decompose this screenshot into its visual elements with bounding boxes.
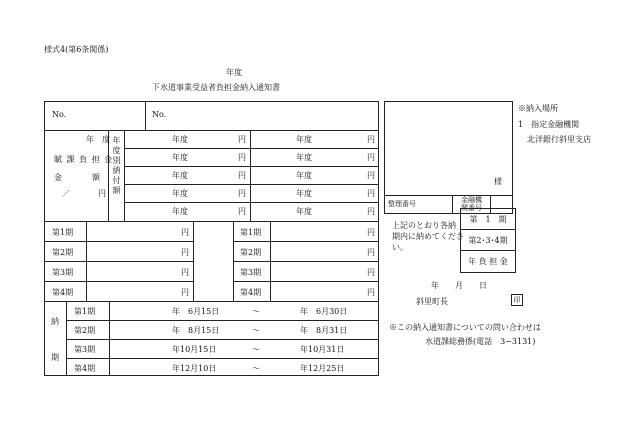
- period-label-left: 第3期: [52, 268, 74, 277]
- annual-yen-right: 円: [367, 189, 375, 198]
- annual-year-right: 年度: [296, 153, 312, 162]
- period-yen-left: 円: [181, 248, 189, 257]
- annual-yen-left: 円: [238, 153, 246, 162]
- period-yen-right: 円: [367, 288, 375, 297]
- period-label-right: 第4期: [240, 288, 262, 297]
- period-label-left: 第4期: [52, 288, 74, 297]
- period-yen-right: 円: [367, 228, 375, 237]
- payment-place-1: 1 指定金融機関: [518, 120, 580, 129]
- schedule-tilde: 〜: [252, 326, 260, 335]
- payment-place-2: 北洋銀行斜里支店: [527, 135, 591, 144]
- schedule-start: 年12月10日: [172, 364, 217, 373]
- form-label: 様式4(第6条関係): [44, 45, 109, 54]
- schedule-start: 年 8月15日: [172, 326, 220, 335]
- schedule-label: 第3期: [74, 345, 96, 354]
- schedule-tilde: 〜: [252, 364, 260, 373]
- annual-yen-left: 円: [238, 135, 246, 144]
- kibetsu-2: 第2･3･4期: [468, 236, 508, 245]
- no-label-left: No.: [52, 110, 67, 119]
- seiri-label: 整理番号: [388, 200, 416, 208]
- schedule-tilde: 〜: [252, 345, 260, 354]
- annual-year-right: 年度: [296, 135, 312, 144]
- year-header: 年度: [226, 68, 242, 77]
- annual-yen-left: 円: [238, 171, 246, 180]
- assessed-yen: 円: [98, 189, 106, 198]
- annual-year-left: 年度: [172, 189, 188, 198]
- notice-text: 上記のとおり各納 期内に納めてくださ い。: [392, 221, 464, 252]
- nou-label: 納: [51, 317, 59, 326]
- kinyu-label: 金融機 関番号: [461, 196, 482, 212]
- annual-yen-right: 円: [367, 207, 375, 216]
- kibetsu-1: 第 1 期: [469, 215, 507, 224]
- schedule-end: 年 6月30日: [300, 307, 348, 316]
- schedule-start: 年 6月15日: [172, 307, 220, 316]
- period-yen-left: 円: [181, 288, 189, 297]
- annual-year-left: 年度: [172, 207, 188, 216]
- annual-year-left: 年度: [172, 171, 188, 180]
- period-label-right: 第1期: [240, 228, 262, 237]
- inquiry-2: 水道課総務係(電話 3−3131): [425, 337, 536, 346]
- inquiry-1: ※この納入通知書についての問い合わせは: [389, 323, 541, 332]
- issuer: 斜里町長: [416, 297, 448, 306]
- period-yen-right: 円: [367, 268, 375, 277]
- doc-title: 下水道事業受益者負担金納入通知書: [152, 83, 280, 92]
- sama-label: 様: [494, 177, 502, 186]
- period-label-left: 第1期: [52, 228, 74, 237]
- schedule-end: 年10月31日: [300, 345, 345, 354]
- kibetsu-3: 年 負 担 金: [468, 257, 508, 266]
- schedule-end: 年12月25日: [300, 364, 345, 373]
- period-yen-left: 円: [181, 228, 189, 237]
- annual-yen-right: 円: [367, 153, 375, 162]
- assessed-kin: 金: [54, 173, 62, 182]
- annual-label: 年度別納付額: [112, 136, 121, 196]
- schedule-label: 第1期: [74, 307, 96, 316]
- annual-year-left: 年度: [172, 153, 188, 162]
- date-line: 年 月 日: [431, 281, 487, 290]
- annual-year-right: 年度: [296, 171, 312, 180]
- assessed-year: 年 度: [86, 135, 110, 144]
- period-label-right: 第2期: [240, 248, 262, 257]
- period-label-right: 第3期: [240, 268, 262, 277]
- annual-yen-left: 円: [238, 207, 246, 216]
- annual-yen-left: 円: [238, 189, 246, 198]
- seal-icon: 印: [511, 294, 523, 306]
- schedule-label: 第4期: [74, 364, 96, 373]
- no-label-right: No.: [152, 110, 167, 119]
- annual-yen-right: 円: [367, 171, 375, 180]
- period-yen-right: 円: [367, 248, 375, 257]
- period-label-left: 第2期: [52, 248, 74, 257]
- schedule-start: 年10月15日: [172, 345, 217, 354]
- assessed-slash: ／: [62, 189, 70, 198]
- ki-label: 期: [51, 353, 59, 362]
- schedule-tilde: 〜: [252, 307, 260, 316]
- schedule-label: 第2期: [74, 326, 96, 335]
- payment-place-title: ※納入場所: [518, 104, 558, 113]
- schedule-end: 年 8月31日: [300, 326, 348, 335]
- annual-year-right: 年度: [296, 189, 312, 198]
- period-yen-left: 円: [181, 268, 189, 277]
- annual-yen-right: 円: [367, 135, 375, 144]
- assessed-label: 賦 課 負 担 金: [54, 155, 114, 164]
- annual-year-left: 年度: [172, 135, 188, 144]
- annual-year-right: 年度: [296, 207, 312, 216]
- assessed-gaku: 額: [92, 173, 100, 182]
